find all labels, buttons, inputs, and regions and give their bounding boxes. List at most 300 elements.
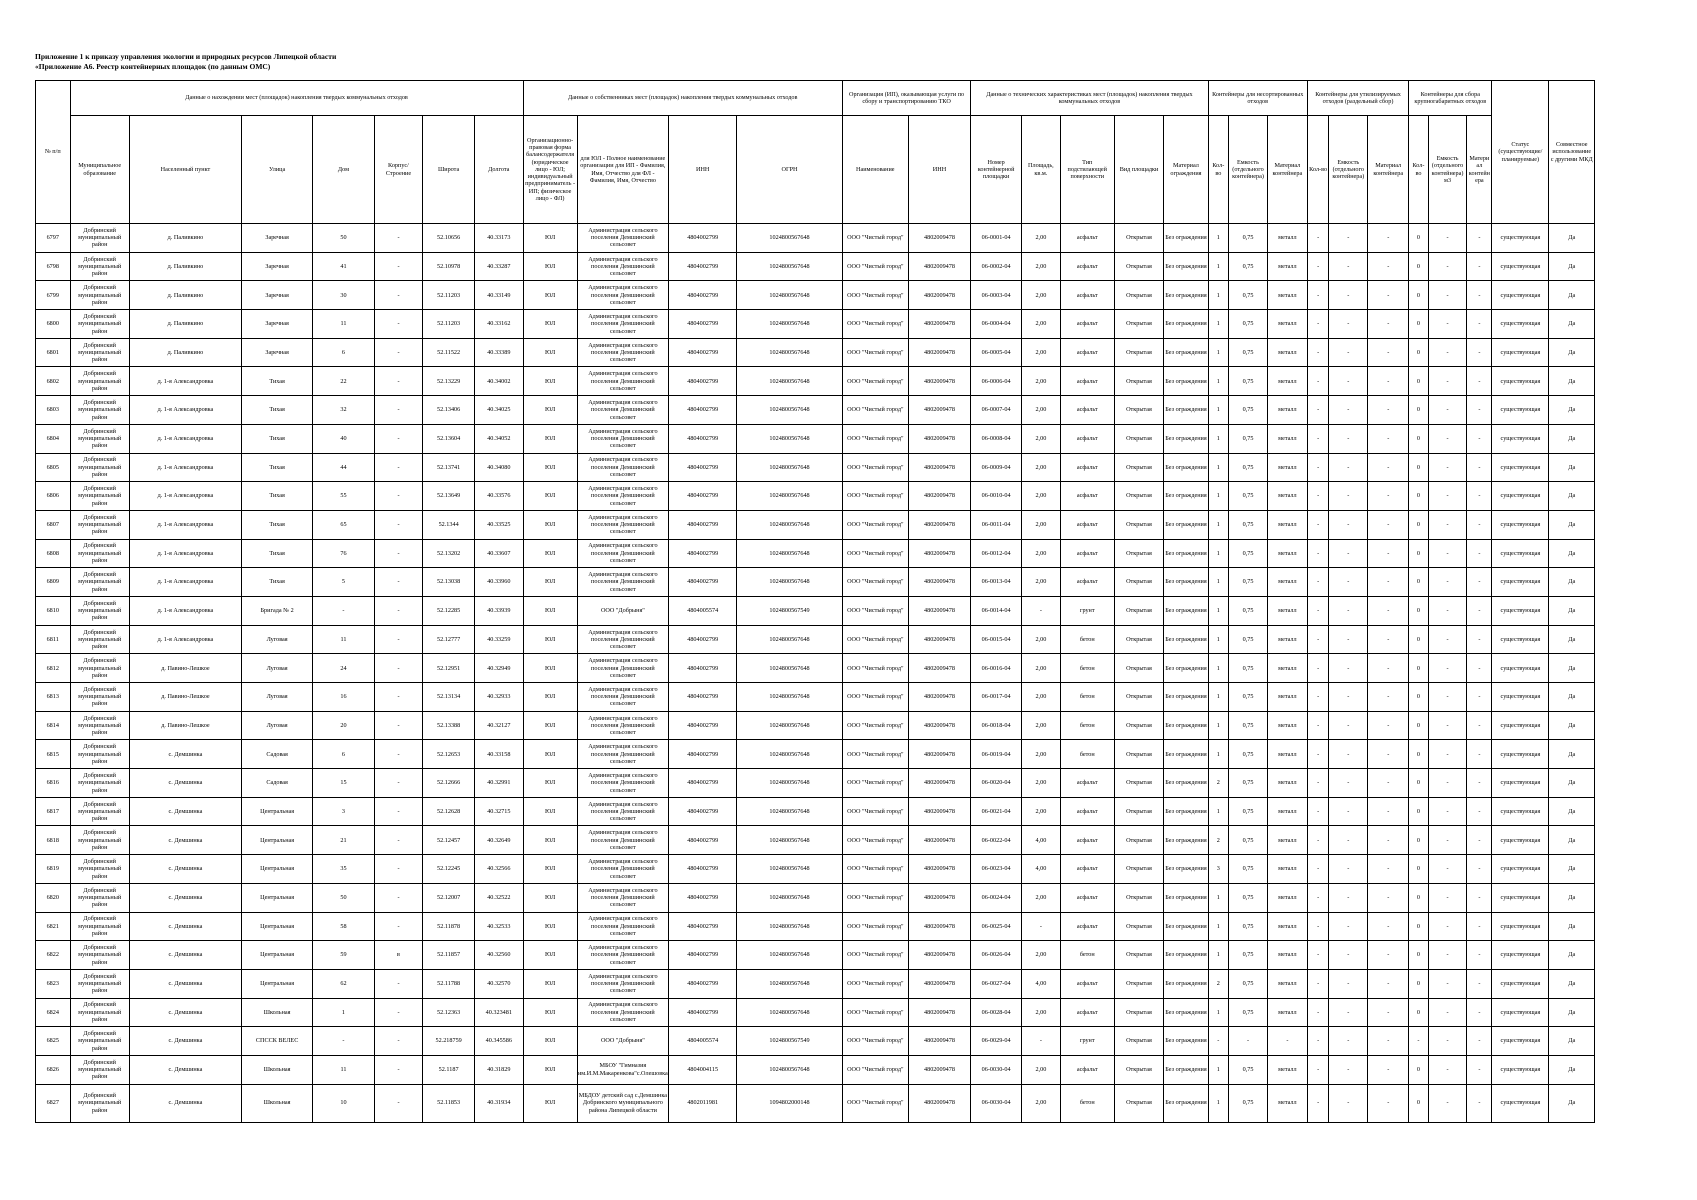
cell-shared-use: Да [1549,310,1595,339]
cell-building: - [374,625,423,654]
cell-owner-form: ЮЛ [523,482,577,511]
cell-site-number: 06-0020-04 [971,769,1022,798]
cell-bulky-volume: - [1428,1055,1467,1084]
cell-owner-form: ЮЛ [523,568,577,597]
cell-surface-type: бетон [1060,654,1114,683]
cell-fence-material: Без ограждения [1164,482,1208,511]
cell-recyclable-volume: - [1329,367,1368,396]
cell-unsorted-material: металл [1267,596,1307,625]
cell-recyclable-volume: - [1329,969,1368,998]
cell-collector-inn: 4802009478 [908,310,971,339]
cell-unsorted-count: 1 [1208,912,1228,941]
cell-bulky-material: - [1467,969,1492,998]
cell-bulky-volume: - [1428,453,1467,482]
cell-bulky-material: - [1467,711,1492,740]
group-header-owner: Данные о собственниках мест (площадок) накопления твердых коммунальных отходов [523,81,842,116]
cell-collector-inn: 4802009478 [908,596,971,625]
cell-owner-form: ЮЛ [523,252,577,281]
cell-row-number: 6810 [36,596,71,625]
cell-building: - [374,424,423,453]
group-header-collector: Организация (ИП), оказывающая услуги по сбору и транспортированию ТКО [842,81,970,116]
cell-owner-form: ЮЛ [523,281,577,310]
cell-settlement: д. Паливкино [129,281,241,310]
cell-shared-use: Да [1549,568,1595,597]
cell-site-number: 06-0003-04 [971,281,1022,310]
cell-street: Тихая [242,424,313,453]
cell-unsorted-count: 1 [1208,224,1228,253]
cell-municipality: Добринский муниципальный район [70,224,129,253]
cell-recyclable-volume: - [1329,1055,1368,1084]
cell-owner-name: Администрация сельского поселения Демшинский сельсовет [577,855,669,884]
cell-street: Заречная [242,252,313,281]
cell-unsorted-volume: 0,75 [1229,568,1268,597]
cell-owner-form: ЮЛ [523,1055,577,1084]
col-subheader: Кол-во [1208,116,1228,224]
cell-municipality: Добринский муниципальный район [70,998,129,1027]
cell-recyclable-count: - [1307,769,1329,798]
cell-area: 2,00 [1021,769,1060,798]
cell-row-number: 6822 [36,941,71,970]
cell-unsorted-volume: 0,75 [1229,969,1268,998]
cell-site-type: Открытая [1114,683,1164,712]
cell-site-type: Открытая [1114,453,1164,482]
cell-row-number: 6824 [36,998,71,1027]
cell-collector-inn: 4802009478 [908,826,971,855]
cell-latitude: 52.13649 [423,482,475,511]
cell-owner-name: МБОУ "Гимназия им.И.М.Макаренкова"с.Олешовка [577,1055,669,1084]
cell-unsorted-material: металл [1267,281,1307,310]
cell-surface-type: грунт [1060,596,1114,625]
cell-recyclable-material: - [1368,338,1409,367]
cell-bulky-volume: - [1428,424,1467,453]
cell-collector-name: ООО "Чистый город" [842,797,908,826]
table-row [36,568,1595,597]
cell-recyclable-volume: - [1329,510,1368,539]
cell-street: Центральная [242,969,313,998]
cell-owner-inn: 4804002799 [669,396,737,425]
cell-recyclable-volume: - [1329,625,1368,654]
col-subheader: Широта [423,116,475,224]
cell-area: - [1021,912,1060,941]
cell-recyclable-count: - [1307,424,1329,453]
cell-building: - [374,338,423,367]
cell-collector-name: ООО "Чистый город" [842,969,908,998]
cell-longitude: 40.345586 [475,1027,524,1056]
cell-bulky-count: 0 [1409,367,1428,396]
cell-collector-inn: 4802009478 [908,625,971,654]
cell-collector-name: ООО "Чистый город" [842,482,908,511]
cell-building: - [374,1027,423,1056]
cell-unsorted-material: металл [1267,769,1307,798]
cell-recyclable-count: - [1307,310,1329,339]
cell-collector-inn: 4802009478 [908,338,971,367]
cell-fence-material: Без ограждения [1164,539,1208,568]
cell-house: 20 [313,711,374,740]
cell-owner-ogrn: 1024800567648 [737,568,843,597]
cell-bulky-material: - [1467,1027,1492,1056]
cell-shared-use: Да [1549,625,1595,654]
cell-surface-type: асфальт [1060,855,1114,884]
cell-bulky-material: - [1467,855,1492,884]
col-subheader: Номер контейнерной площадки [971,116,1022,224]
cell-house: 41 [313,252,374,281]
cell-municipality: Добринский муниципальный район [70,1084,129,1122]
cell-surface-type: асфальт [1060,769,1114,798]
cell-status: существующая [1492,510,1549,539]
cell-surface-type: асфальт [1060,969,1114,998]
cell-unsorted-count: 1 [1208,1055,1228,1084]
cell-unsorted-volume: 0,75 [1229,769,1268,798]
cell-site-type: Открытая [1114,855,1164,884]
cell-building: - [374,224,423,253]
cell-row-number: 6800 [36,310,71,339]
cell-bulky-material: - [1467,826,1492,855]
cell-recyclable-material: - [1368,568,1409,597]
cell-recyclable-material: - [1368,396,1409,425]
cell-longitude: 40.32570 [475,969,524,998]
cell-area: 2,00 [1021,941,1060,970]
col-subheader: Улица [242,116,313,224]
table-row [36,252,1595,281]
cell-recyclable-count: - [1307,224,1329,253]
cell-owner-inn: 4804002799 [669,367,737,396]
cell-recyclable-material: - [1368,1084,1409,1122]
cell-fence-material: Без ограждения [1164,683,1208,712]
cell-settlement: д. 1-я Александровка [129,453,241,482]
cell-shared-use: Да [1549,539,1595,568]
cell-owner-form: ЮЛ [523,797,577,826]
cell-surface-type: бетон [1060,625,1114,654]
cell-settlement: д. 1-я Александровка [129,510,241,539]
cell-site-type: Открытая [1114,1055,1164,1084]
cell-bulky-count: 0 [1409,424,1428,453]
cell-latitude: 52.10978 [423,252,475,281]
cell-bulky-count: 0 [1409,883,1428,912]
cell-bulky-volume: - [1428,367,1467,396]
cell-owner-form: ЮЛ [523,855,577,884]
cell-street: Заречная [242,224,313,253]
cell-unsorted-material: металл [1267,424,1307,453]
cell-municipality: Добринский муниципальный район [70,281,129,310]
cell-longitude: 40.31829 [475,1055,524,1084]
cell-fence-material: Без ограждения [1164,998,1208,1027]
cell-owner-name: Администрация сельского поселения Демшинский сельсовет [577,711,669,740]
cell-owner-ogrn: 1024800567648 [737,625,843,654]
cell-bulky-volume: - [1428,482,1467,511]
cell-unsorted-material: металл [1267,969,1307,998]
cell-unsorted-volume: 0,75 [1229,338,1268,367]
cell-status: существующая [1492,310,1549,339]
cell-house: 6 [313,740,374,769]
cell-site-number: 06-0026-04 [971,941,1022,970]
cell-bulky-count: 0 [1409,338,1428,367]
cell-recyclable-count: - [1307,998,1329,1027]
cell-owner-ogrn: 1024800567648 [737,482,843,511]
cell-status: существующая [1492,826,1549,855]
cell-owner-ogrn: 1024800567648 [737,711,843,740]
cell-site-number: 06-0024-04 [971,883,1022,912]
cell-shared-use: Да [1549,453,1595,482]
cell-row-number: 6827 [36,1084,71,1122]
cell-street: Садовая [242,740,313,769]
cell-status: существующая [1492,855,1549,884]
cell-collector-name: ООО "Чистый город" [842,998,908,1027]
cell-status: существующая [1492,769,1549,798]
cell-status: существующая [1492,424,1549,453]
cell-building: - [374,396,423,425]
cell-owner-ogrn: 1094802000148 [737,1084,843,1122]
cell-settlement: д. 1-я Александровка [129,482,241,511]
cell-surface-type: асфальт [1060,367,1114,396]
cell-bulky-material: - [1467,510,1492,539]
cell-site-type: Открытая [1114,596,1164,625]
group-header-recyclable-containers: Контейнеры для утилизируемых отходов (раздельный сбор) [1307,81,1408,116]
cell-unsorted-volume: 0,75 [1229,826,1268,855]
cell-longitude: 40.33173 [475,224,524,253]
cell-shared-use: Да [1549,683,1595,712]
cell-building: - [374,1084,423,1122]
cell-municipality: Добринский муниципальный район [70,1027,129,1056]
cell-house: 59 [313,941,374,970]
cell-latitude: 52.12777 [423,625,475,654]
cell-area: - [1021,596,1060,625]
table-row [36,883,1595,912]
cell-fence-material: Без ограждения [1164,912,1208,941]
cell-site-type: Открытая [1114,310,1164,339]
cell-site-type: Открытая [1114,367,1164,396]
cell-owner-name: Администрация сельского поселения Демшинский сельсовет [577,797,669,826]
cell-owner-ogrn: 1024800567648 [737,510,843,539]
cell-building: - [374,912,423,941]
cell-recyclable-volume: - [1329,1027,1368,1056]
cell-collector-inn: 4802009478 [908,1055,971,1084]
cell-bulky-material: - [1467,453,1492,482]
cell-owner-ogrn: 1024800567648 [737,539,843,568]
cell-owner-name: МБДОУ детский сад с.Демшинка Добринского муниципального района Липецкой области [577,1084,669,1122]
cell-bulky-count: 0 [1409,510,1428,539]
cell-longitude: 40.32949 [475,654,524,683]
cell-recyclable-count: - [1307,740,1329,769]
cell-bulky-material: - [1467,367,1492,396]
cell-municipality: Добринский муниципальный район [70,252,129,281]
cell-settlement: с. Демшинка [129,740,241,769]
cell-status: существующая [1492,797,1549,826]
cell-street: Центральная [242,855,313,884]
cell-recyclable-volume: - [1329,1084,1368,1122]
table-row [36,740,1595,769]
cell-owner-ogrn: 1024800567549 [737,596,843,625]
cell-unsorted-volume: 0,75 [1229,912,1268,941]
cell-house: - [313,1027,374,1056]
cell-bulky-material: - [1467,482,1492,511]
cell-row-number: 6826 [36,1055,71,1084]
cell-street: Тихая [242,396,313,425]
cell-row-number: 6808 [36,539,71,568]
cell-building: - [374,281,423,310]
heading-line-2: «Приложение А6. Реестр контейнерных площадок (по данным ОМС) [35,62,271,71]
cell-recyclable-material: - [1368,1027,1409,1056]
cell-building: - [374,883,423,912]
cell-settlement: с. Демшинка [129,969,241,998]
cell-collector-name: ООО "Чистый город" [842,1084,908,1122]
cell-shared-use: Да [1549,510,1595,539]
cell-fence-material: Без ограждения [1164,1027,1208,1056]
table-row [36,482,1595,511]
cell-site-type: Открытая [1114,912,1164,941]
cell-unsorted-count: 1 [1208,281,1228,310]
cell-recyclable-volume: - [1329,396,1368,425]
cell-surface-type: асфальт [1060,797,1114,826]
cell-settlement: с. Демшинка [129,1027,241,1056]
cell-collector-name: ООО "Чистый город" [842,396,908,425]
cell-house: 5 [313,568,374,597]
cell-collector-inn: 4802009478 [908,912,971,941]
cell-unsorted-material: металл [1267,367,1307,396]
cell-owner-ogrn: 1024800567648 [737,424,843,453]
cell-fence-material: Без ограждения [1164,596,1208,625]
cell-site-type: Открытая [1114,941,1164,970]
cell-unsorted-material: металл [1267,654,1307,683]
cell-house: 32 [313,396,374,425]
cell-unsorted-volume: 0,75 [1229,453,1268,482]
cell-unsorted-volume: 0,75 [1229,625,1268,654]
cell-unsorted-volume: 0,75 [1229,281,1268,310]
cell-shared-use: Да [1549,855,1595,884]
cell-latitude: 52.11788 [423,969,475,998]
cell-status: существующая [1492,224,1549,253]
cell-longitude: 40.33389 [475,338,524,367]
cell-bulky-volume: - [1428,797,1467,826]
col-subheader: Населенный пункт [129,116,241,224]
cell-collector-inn: 4802009478 [908,941,971,970]
cell-unsorted-material: металл [1267,568,1307,597]
cell-area: 2,00 [1021,281,1060,310]
cell-collector-inn: 4802009478 [908,683,971,712]
cell-surface-type: асфальт [1060,396,1114,425]
cell-unsorted-count: 1 [1208,453,1228,482]
cell-latitude: 52.12007 [423,883,475,912]
cell-owner-name: Администрация сельского поселения Демшинский сельсовет [577,625,669,654]
cell-shared-use: Да [1549,1027,1595,1056]
cell-bulky-volume: - [1428,310,1467,339]
cell-recyclable-count: - [1307,883,1329,912]
cell-owner-name: Администрация сельского поселения Демшинский сельсовет [577,740,669,769]
cell-status: существующая [1492,539,1549,568]
cell-surface-type: асфальт [1060,310,1114,339]
cell-collector-name: ООО "Чистый город" [842,568,908,597]
cell-owner-ogrn: 1024800567648 [737,310,843,339]
cell-bulky-material: - [1467,625,1492,654]
cell-owner-inn: 4804002799 [669,826,737,855]
cell-street: Центральная [242,912,313,941]
cell-owner-inn: 4804002799 [669,998,737,1027]
cell-unsorted-count: 1 [1208,367,1228,396]
cell-status: существующая [1492,711,1549,740]
cell-unsorted-volume: - [1229,1027,1268,1056]
cell-street: Заречная [242,338,313,367]
cell-settlement: д. 1-я Александровка [129,424,241,453]
cell-site-type: Открытая [1114,1027,1164,1056]
group-header-bulky-containers: Контейнеры для сбора крупногабаритных отходов [1409,81,1492,116]
cell-bulky-count: 0 [1409,654,1428,683]
cell-unsorted-count: 2 [1208,969,1228,998]
cell-collector-name: ООО "Чистый город" [842,596,908,625]
cell-surface-type: асфальт [1060,568,1114,597]
cell-surface-type: асфальт [1060,883,1114,912]
cell-house: 55 [313,482,374,511]
cell-bulky-volume: - [1428,568,1467,597]
cell-row-number: 6803 [36,396,71,425]
cell-owner-name: Администрация сельского поселения Демшинский сельсовет [577,998,669,1027]
cell-shared-use: Да [1549,224,1595,253]
cell-area: 2,00 [1021,224,1060,253]
cell-owner-form: ЮЛ [523,683,577,712]
cell-collector-inn: 4802009478 [908,396,971,425]
cell-site-type: Открытая [1114,883,1164,912]
cell-unsorted-volume: 0,75 [1229,683,1268,712]
cell-site-number: 06-0004-04 [971,310,1022,339]
cell-longitude: 40.34002 [475,367,524,396]
cell-settlement: д. Павино-Лешкое [129,683,241,712]
cell-street: Центральная [242,883,313,912]
cell-row-number: 6818 [36,826,71,855]
cell-bulky-material: - [1467,396,1492,425]
cell-bulky-volume: - [1428,338,1467,367]
cell-row-number: 6801 [36,338,71,367]
cell-bulky-volume: - [1428,281,1467,310]
cell-bulky-volume: - [1428,1027,1467,1056]
cell-unsorted-volume: 0,75 [1229,883,1268,912]
cell-owner-ogrn: 1024800567648 [737,740,843,769]
cell-collector-name: ООО "Чистый город" [842,740,908,769]
cell-owner-form: ЮЛ [523,510,577,539]
cell-fence-material: Без ограждения [1164,396,1208,425]
cell-area: 2,00 [1021,998,1060,1027]
cell-site-type: Открытая [1114,252,1164,281]
cell-municipality: Добринский муниципальный район [70,625,129,654]
cell-unsorted-volume: 0,75 [1229,596,1268,625]
cell-house: 1 [313,998,374,1027]
cell-municipality: Добринский муниципальный район [70,883,129,912]
cell-house: 21 [313,826,374,855]
cell-area: 2,00 [1021,367,1060,396]
cell-longitude: 40.32533 [475,912,524,941]
cell-bulky-count: 0 [1409,281,1428,310]
cell-building: - [374,453,423,482]
cell-unsorted-volume: 0,75 [1229,310,1268,339]
cell-surface-type: бетон [1060,683,1114,712]
cell-collector-inn: 4802009478 [908,969,971,998]
cell-unsorted-volume: 0,75 [1229,941,1268,970]
cell-status: существующая [1492,1084,1549,1122]
cell-street: Центральная [242,797,313,826]
cell-unsorted-count: - [1208,1027,1228,1056]
cell-area: 2,00 [1021,338,1060,367]
cell-row-number: 6816 [36,769,71,798]
cell-recyclable-volume: - [1329,769,1368,798]
cell-bulky-count: 0 [1409,568,1428,597]
cell-bulky-volume: - [1428,769,1467,798]
cell-owner-inn: 4804002799 [669,683,737,712]
cell-house: 62 [313,969,374,998]
cell-surface-type: асфальт [1060,453,1114,482]
cell-unsorted-volume: 0,75 [1229,711,1268,740]
cell-settlement: с. Демшинка [129,797,241,826]
col-subheader: Тип подстилающей поверхности [1060,116,1114,224]
cell-recyclable-material: - [1368,711,1409,740]
cell-site-number: 06-0006-04 [971,367,1022,396]
cell-status: существующая [1492,683,1549,712]
